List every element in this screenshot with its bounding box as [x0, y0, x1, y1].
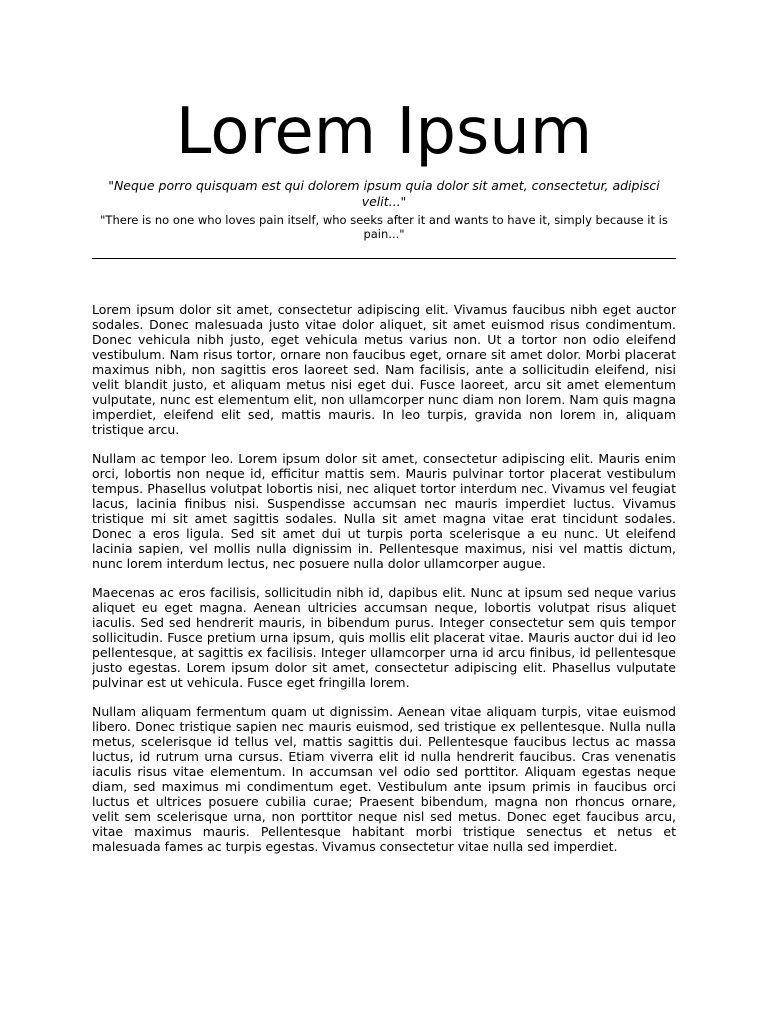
body-text	[92, 302, 676, 868]
latin-quote: "Neque porro quisquam est qui dolorem ipsum quia dolor sit amet, consectetur, adipisci velit..."	[108, 178, 660, 209]
paragraph-2: Nullam ac tempor leo. Lorem ipsum dolor sit amet, consectetur adipiscing elit. Mauris enim orci, lobortis non neque id, efficitur mattis sem. Mauris pulvinar tortor placerat vestibulum tempus. Phasellus volutpat lobortis nisi, nec aliquet tortor interdum nec. Vivamus vel feugiat lacus, lacinia finibus nisi. Suspendisse accumsan nec mauris imperdiet luctus. Vivamus tristique mi sit amet sagittis sodales. Nulla sit amet magna vitae erat tincidunt sodales. Donec a eros ligula. Sed sit amet dui ut turpis porta scelerisque a eu nunc. Ut eleifend lacinia sapien, vel mollis nulla dignissim in. Pellentesque maximus, nisi vel mattis dictum, nunc lorem interdum lectus, nec posuere nulla dolor ullamcorper augue.	[92, 451, 676, 571]
english-quote: "There is no one who loves pain itself, who seeks after it and wants to have it, simply because it is pain..."	[100, 213, 668, 241]
paragraph-1: Lorem ipsum dolor sit amet, consectetur adipiscing elit. Vivamus faucibus nibh eget auctor sodales. Donec malesuada justo vitae dolor aliquet, sit amet euismod risus condimentum. Donec vehicula nibh justo, eget vehicula metus varius non. Ut a tortor non odio eleifend vestibulum. Nam risus tortor, ornare non faucibus eget, ornare sit amet dolor. Morbi placerat maximus nibh, non sagittis eros laoreet sed. Nam facilisis, ante a sollicitudin eleifend, nisi velit blandit justo, et aliquam metus nisi eget dui. Fusce laoreet, arcu sit amet elementum vulputate, nunc est elementum elit, non ullamcorper nunc diam non lorem. Nam quis magna imperdiet, eleifend elit sed, mattis mauris. In leo turpis, gravida non lorem in, aliquam tristique arcu.	[92, 302, 676, 437]
horizontal-divider	[92, 258, 676, 259]
paragraph-4: Nullam aliquam fermentum quam ut dignissim. Aenean vitae aliquam turpis, vitae euismod libero. Donec tristique sapien nec mauris euismod, sed tristique ex pellentesque. Nulla nulla metus, scelerisque id tellus vel, mattis sagittis dui. Pellentesque faucibus lectus ac massa luctus, id rutrum urna cursus. Etiam viverra elit id nulla hendrerit faucibus. Cras venenatis iaculis risus vitae elementum. In accumsan vel odio sed porttitor. Aliquam egestas neque diam, sed maximus mi condimentum eget. Vestibulum ante ipsum primis in faucibus orci luctus et ultrices posuere cubilia curae; Praesent bibendum, magna non rhoncus ornare, velit sem scelerisque urna, non porttitor neque nisl sed metus. Donec eget faucibus arcu, vitae maximus mauris. Pellentesque habitant morbi tristique senectus et netus et malesuada fames ac turpis egestas. Vivamus consectetur vitae nulla sed imperdiet.	[92, 704, 676, 854]
page-title: Lorem Ipsum	[175, 95, 593, 169]
paragraph-3: Maecenas ac eros facilisis, sollicitudin nibh id, dapibus elit. Nunc at ipsum sed neque varius aliquet eu eget magna. Aenean ultricies accumsan neque, lobortis volutpat risus aliquet iaculis. Sed sed hendrerit mauris, in bibendum purus. Integer consectetur sem quis tempor sollicitudin. Fusce pretium urna ipsum, quis mollis elit placerat vitae. Mauris auctor dui id leo pellentesque, at sagittis ex facilisis. Integer ullamcorper urna id arcu finibus, id pellentesque justo egestas. Lorem ipsum dolor sit amet, consectetur adipiscing elit. Phasellus vulputate pulvinar est ut vehicula. Fusce eget fringilla lorem.	[92, 585, 676, 690]
